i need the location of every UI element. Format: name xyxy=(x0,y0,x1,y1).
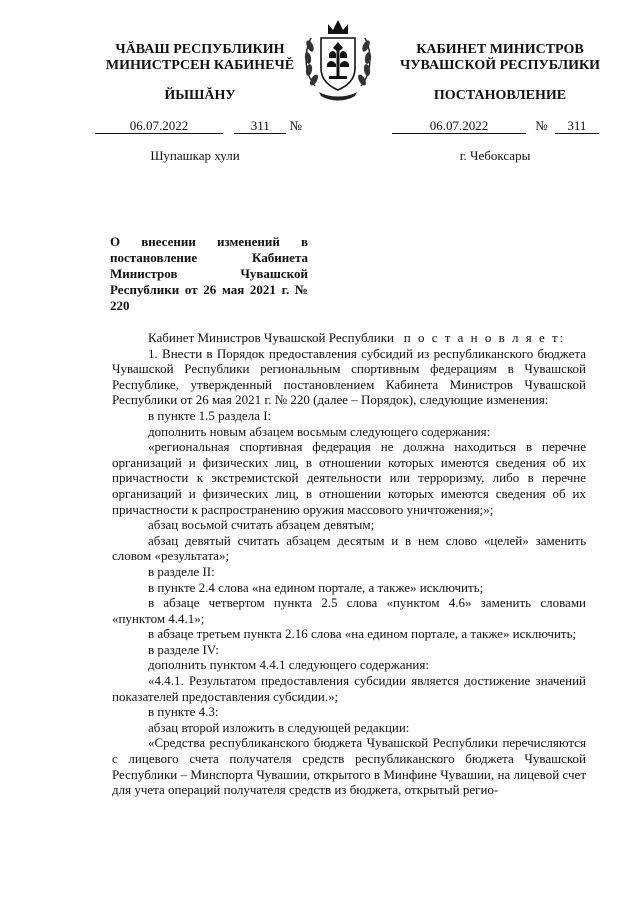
right-date: 06.07.2022 xyxy=(392,118,526,134)
paragraph: в абзаце третьем пункта 2.16 слова «на едином портале, а также» исключить; xyxy=(148,626,577,642)
header-left-line1: ЧĂВАШ РЕСПУБЛИКИН xyxy=(115,42,285,57)
paragraph: в разделе IV: xyxy=(148,641,219,657)
document-subject: О внесении изменений в постановление Кабинета Министров Чувашской Республики от 26 мая 2021 г. № 220 xyxy=(110,234,308,313)
place-right: г. Чебоксары xyxy=(459,148,531,163)
intro-line xyxy=(112,330,586,346)
paragraph: в пункте 2.4 слова «на едином портале, а также» исключить; xyxy=(148,579,484,595)
paragraph: в абзаце четвертом пункта 2.5 слова «пунктом 4.6» заменить словами «пунктом 4.4.1»; xyxy=(112,595,586,626)
intro-decree: п о с т а н о в л я е т: xyxy=(403,330,566,345)
header-right xyxy=(390,42,610,74)
right-no-sign: № xyxy=(535,118,548,133)
doctype-left: ЙЫШĂНУ xyxy=(164,88,236,103)
paragraph: абзац девятый считать абзацем десятым и в нем слово «целей» заменить словом «результата»; xyxy=(112,532,586,564)
chuvash-coat-of-arms-icon xyxy=(301,16,375,102)
document-body xyxy=(112,330,586,798)
paragraph: в разделе II: xyxy=(148,563,215,579)
paragraph: в пункте 4.3: xyxy=(148,704,219,720)
paragraph: «Средства республиканского бюджета Чувашской Республики перечисляются с лицевого счета получателя средств республиканского бюджета Чувашской Республики – Минспорта Чувашии, открытого в Минфине Чувашии, на лицевой счет для учета операций получателя средств из бюджета, открытый регио- xyxy=(112,735,586,798)
intro-prefix: Кабинет Министров Чувашской Республики xyxy=(148,330,394,345)
header-left-line2: МИНИСТРСЕН КАБИНЕЧĚ xyxy=(105,58,295,73)
doctype-right: ПОСТАНОВЛЕНИЕ xyxy=(433,88,567,103)
place-left: Шупашкар хули xyxy=(150,148,240,163)
right-number: 311 xyxy=(555,118,599,134)
header-right-line1: КАБИНЕТ МИНИСТРОВ xyxy=(416,42,584,57)
paragraph: дополнить новым абзацем восьмым следующего содержания: xyxy=(148,423,491,439)
header-right-line2: ЧУВАШСКОЙ РЕСПУБЛИКИ xyxy=(399,58,601,73)
paragraph: «4.4.1. Результатом предоставления субсидии является достижение значений показателей предоставления субсидии.»; xyxy=(112,673,586,704)
paragraph: в пункте 1.5 раздела I: xyxy=(148,407,272,423)
left-no-sign: № xyxy=(289,118,302,133)
header-left xyxy=(90,42,310,74)
number-line-left xyxy=(95,118,302,134)
paragraph: абзац восьмой считать абзацем девятым; xyxy=(148,517,375,533)
left-date: 06.07.2022 xyxy=(95,118,223,134)
paragraph: 1. Внести в Порядок предоставления субсидий из республиканского бюджета Чувашской Республики региональным спортивным федерациям в Чувашской Республике, утвержденный постановлением Кабинета Министров Чувашской Республики от 26 мая 2021 г. № 220 (далее – Порядок), следующие изменения: xyxy=(112,345,586,408)
left-number: 311 xyxy=(234,118,286,134)
number-line-right xyxy=(392,118,599,134)
paragraph: абзац второй изложить в следующей редакции: xyxy=(148,719,410,735)
paragraph: «региональная спортивная федерация не должна находиться в перечне организаций и физических лиц, в отношении которых имеются сведения об их причастности к экстремистской деятельности или терроризму, либо в перечне организаций и физических лиц, в отношении которых имеются сведения об их причастности к распространению оружия массового уничтожения;»; xyxy=(112,439,586,517)
paragraph: дополнить пунктом 4.4.1 следующего содержания: xyxy=(148,657,429,673)
